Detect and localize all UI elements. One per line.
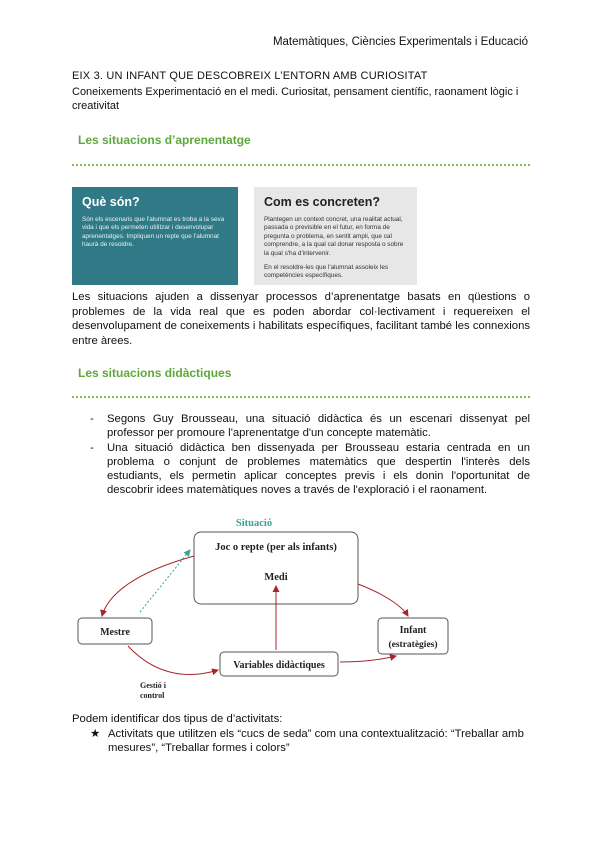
mestre-label: Mestre	[100, 627, 130, 638]
section-title-situacions-aprenentatge: Les situacions d’aprenentatge	[78, 133, 251, 147]
list-item	[90, 727, 530, 755]
page-header: Matemàtiques, Ciències Experimentals i Educació	[272, 36, 528, 48]
eix-subtitle: Coneixements Experimentació en el medi. Curiositat, pensament científic, raonament lògic i creativitat	[72, 86, 519, 112]
card-com-es-concreten	[254, 187, 417, 285]
section-divider	[72, 396, 530, 398]
arrow-mestre-variables	[128, 646, 218, 675]
arrow-variables-infant	[340, 656, 396, 662]
card-com-es-concreten-text-2: En el resoldre-les que l'alumnat assoleix les competències específiques.	[264, 264, 389, 280]
star-icon: ★	[90, 728, 101, 740]
infant-label: Infant	[399, 625, 427, 636]
list-item	[90, 412, 530, 440]
situacio-diagram	[66, 512, 486, 706]
paragraph-situacions: Les situacions ajuden a dissenyar processos d’aprenentatge basats en qüestions o problemes de la vida real que es poden abordar col·lectivament i requereixen el desenvolupament de coneixements i habilitats específiques, facilitant també les connexions entre àrees.	[72, 291, 530, 347]
arrow-situacio-infant	[358, 584, 408, 616]
variables-label: Variables didàctiques	[233, 660, 325, 671]
section-title-situacions-didactiques: Les situacions didàctiques	[78, 366, 232, 380]
section-divider	[72, 164, 530, 166]
joc-label: Joc o repte (per als infants)	[215, 542, 337, 553]
arrow-situacio-mestre	[102, 556, 194, 616]
control-label: control	[140, 691, 165, 700]
bullet-text: Segons Guy Brousseau, una situació didàctica és un escenari dissenyat pel professor per promoure l'aprenentatge d'un concepte matemàtic.	[107, 413, 530, 439]
diagram-title: Situació	[235, 518, 273, 529]
bullet-text: Una situació didàctica ben dissenyada per Brousseau estaria centrada en un problema o conjunt de problemes matemàtics que despertin l'interès dels estudiants, els permetin aplicar conceptes previs i els donin l'oportunitat de descobrir idees matemàtiques noves a través de l'exploració i el raonament.	[107, 442, 530, 496]
card-que-son-title: Què són?	[82, 195, 140, 209]
bullet-marker: -	[90, 442, 94, 454]
activitats-intro: Podem identificar dos tipus de d’activitats:	[72, 713, 283, 725]
card-que-son	[72, 187, 238, 285]
eix-title: EIX 3. UN INFANT QUE DESCOBREIX L’ENTORN AMB CURIOSITAT	[72, 70, 428, 82]
estrategies-label: (estratègies)	[388, 640, 438, 650]
card-que-son-text: Són els escenaris que l'alumnat es troba a la seva vida i que els permeten utilitzar i desenvolupar aprenentatges. Impliquen un repte que l'alumnat haurà de resoldre.	[82, 216, 225, 249]
card-com-es-concreten-text: Plantegen un context concret, una realitat actual, passada o previsible en el futur, en forma de pregunta o problema, en sentit ampli, que cal comprendre, a la qual cal donar resposta o sobre la qual s'ha d'intervenir.	[264, 216, 404, 257]
card-com-es-concreten-title: Com es concreten?	[264, 195, 381, 209]
bullet-list	[90, 412, 530, 498]
medi-label: Medi	[264, 572, 288, 583]
activitat-text: Activitats que utilitzen els “cucs de seda” com una contextualització: “Treballar amb mesures”, “Treballar formes i colors”	[108, 728, 524, 754]
gestio-label: Gestió i	[140, 681, 166, 690]
list-item	[90, 441, 530, 497]
bullet-marker: -	[90, 413, 94, 425]
